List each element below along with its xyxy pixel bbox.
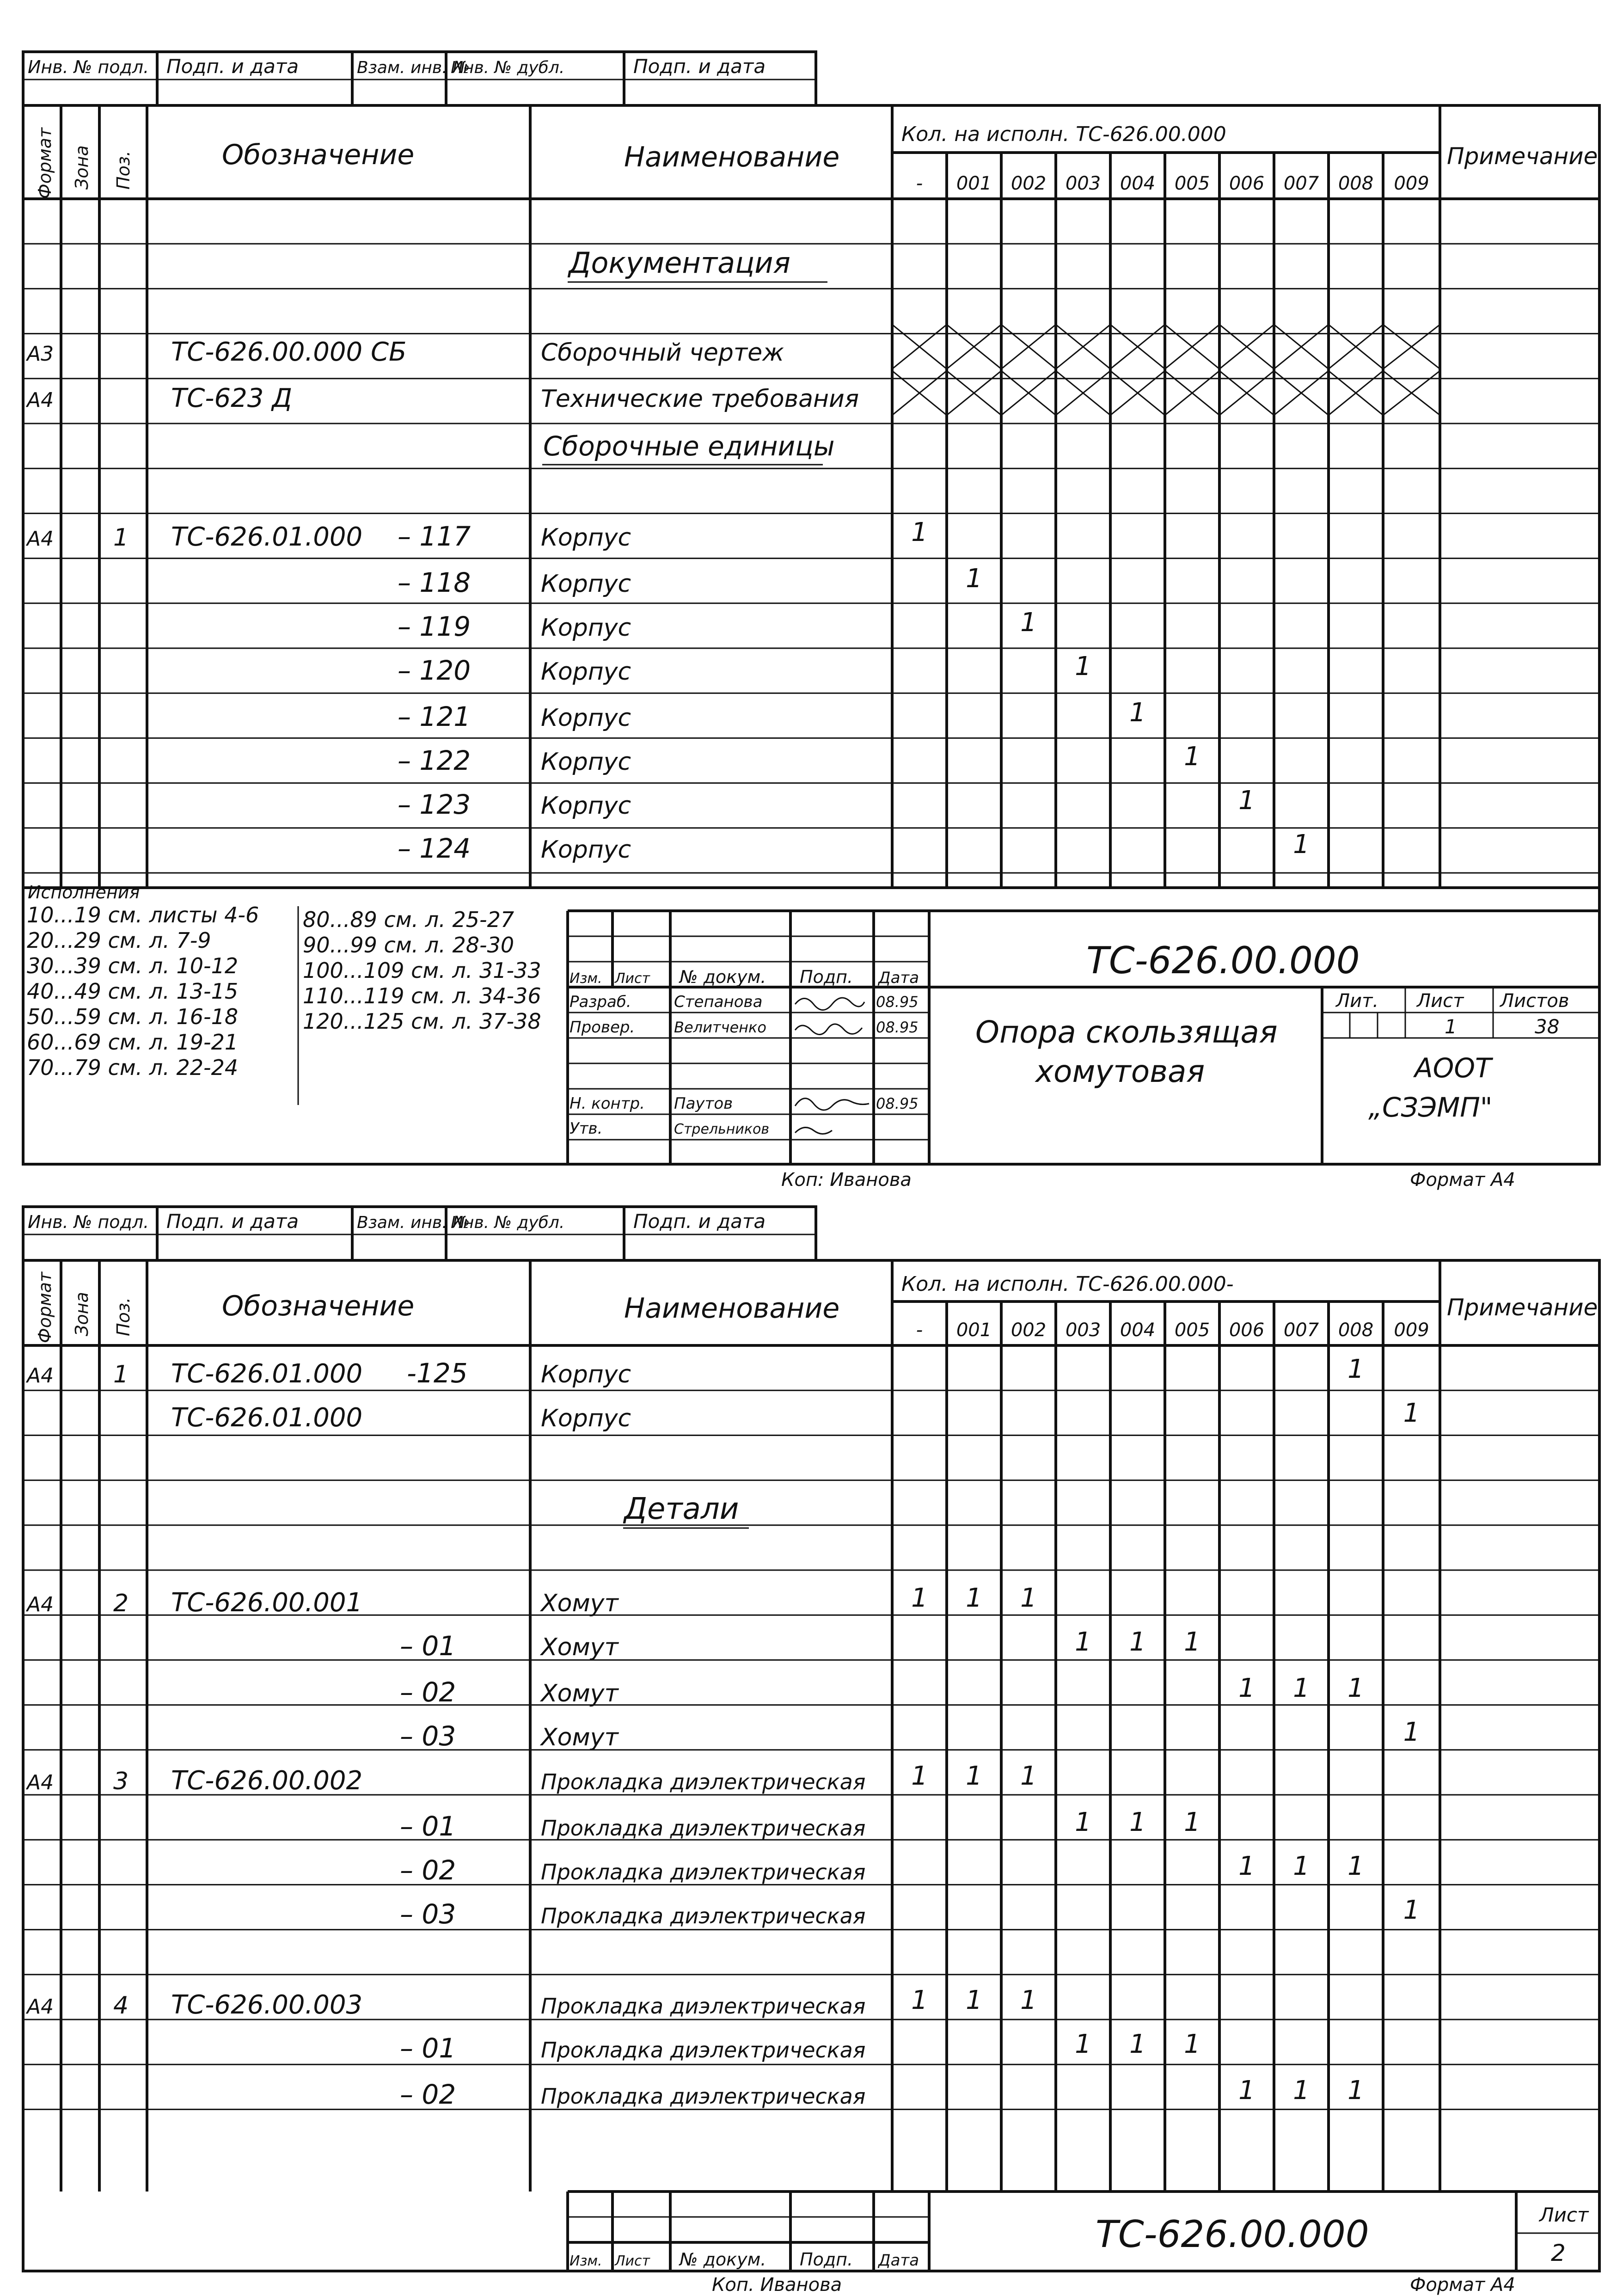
spec-row (400, 1717, 1420, 1752)
execution-range: 20...29 см. л. 7-9 (27, 928, 211, 953)
stamp-strip-2 (23, 1207, 816, 1260)
row-name: Корпус (541, 748, 631, 776)
row-execution-suffix: – 02 (400, 1676, 456, 1708)
tb-sheets-value: 38 (1535, 1015, 1560, 1038)
execution-range: 40...49 см. л. 13-15 (27, 979, 239, 1004)
row-name: Хомут (541, 1633, 619, 1661)
col-qty-title-2: Кол. на исполн. ТС-626.00.000- (901, 1272, 1234, 1296)
tb-sheets-label: Листов (1500, 990, 1569, 1012)
col-designation-header: Обозначение (222, 139, 415, 171)
row-designation: ТС-623 Д (171, 383, 292, 413)
row-name: Хомут (541, 1724, 619, 1751)
row-name: Сборочный чертеж (541, 339, 784, 367)
product-name-line-2: хомутовая (1035, 1054, 1205, 1089)
executions-right (303, 907, 541, 1034)
qty-value: 1 (1293, 1673, 1310, 1703)
stamp-vzam-inv: Взам. инв. № (357, 58, 470, 77)
spec-header-2 (23, 1260, 1599, 1345)
spec-row (398, 608, 1037, 642)
tb-prover-name: Велитченко (674, 1019, 766, 1036)
tb-ndokum-label-2: № докум. (680, 2249, 766, 2270)
tb-list-label-2: Лист (615, 2253, 650, 2269)
qty-value: 1 (1403, 1717, 1420, 1747)
variant-header: 002 (1011, 173, 1047, 194)
row-designation: ТС-626.00.002 (171, 1766, 363, 1796)
row-execution-suffix: -125 (407, 1357, 468, 1389)
signature-razrab (795, 998, 864, 1010)
document-number: ТС-626.00.000 (1086, 939, 1360, 982)
stamp-podp-data-2: Подп. и дата (633, 55, 766, 78)
row-name: Прокладка диэлектрическая (541, 1860, 866, 1885)
spec-row (398, 742, 1200, 776)
qty-value: 1 (1075, 1807, 1091, 1837)
row-designation: ТС-626.01.000 (171, 522, 363, 552)
qty-value: 1 (1347, 2075, 1364, 2106)
qty-value: 1 (966, 1583, 982, 1613)
spec-row (398, 829, 1310, 864)
stamp-inv-podl-2: Инв. № подл. (28, 1212, 149, 1232)
tb-list-label: Лист (615, 970, 650, 987)
row-name: Корпус (541, 658, 631, 686)
row-execution-suffix: – 119 (398, 611, 471, 642)
col-note-header: Примечание (1447, 143, 1598, 170)
execution-range: 60...69 см. л. 19-21 (27, 1030, 239, 1055)
row-execution-suffix: – 122 (398, 745, 471, 776)
qty-value: 1 (1238, 1851, 1255, 1881)
row-format: А4 (27, 388, 54, 412)
row-name: Хомут (541, 1590, 619, 1617)
execution-range: 50...59 см. л. 16-18 (27, 1004, 239, 1029)
qty-value: 1 (1293, 1851, 1310, 1881)
qty-value: 1 (911, 1761, 928, 1791)
spec-rows-2 (25, 1354, 1420, 2110)
tb-prover-date: 08.95 (876, 1019, 919, 1036)
variant-header: 005 (1174, 1320, 1210, 1341)
section-details: Детали (624, 1492, 739, 1526)
qty-value: 1 (1129, 2029, 1146, 2059)
document-number-2: ТС-626.00.000 (1096, 2213, 1369, 2256)
col-zone-header-2: Зона (72, 1292, 92, 1336)
qty-value: 1 (966, 564, 982, 594)
execution-range: 100...109 см. л. 31-33 (303, 958, 541, 983)
tb-prover-label: Провер. (570, 1018, 635, 1037)
row-name: Прокладка диэлектрическая (541, 2084, 866, 2109)
variant-header: 004 (1120, 173, 1156, 194)
qty-value: 1 (1238, 1673, 1255, 1703)
tb-razrab-name: Степанова (674, 993, 763, 1011)
qty-value: 1 (1403, 1398, 1420, 1428)
row-position: 1 (113, 524, 129, 552)
row-name: Корпус (541, 704, 631, 732)
executions-title: Исполнения (28, 882, 140, 902)
row-position: 1 (113, 1361, 129, 1388)
variant-header: 008 (1338, 173, 1374, 194)
col-zone-header: Зона (72, 145, 92, 190)
variant-header: 001 (956, 173, 992, 194)
variant-header: 002 (1011, 1320, 1047, 1341)
spec-row (25, 1354, 1364, 1389)
tb-razrab-date: 08.95 (876, 993, 919, 1011)
stamp-inv-dubl: Инв. № дубл. (451, 58, 565, 77)
variant-header: 009 (1394, 173, 1429, 194)
row-format: А4 (27, 1995, 54, 2019)
stamp-strip (23, 52, 816, 105)
row-designation: ТС-626.00.001 (171, 1588, 363, 1618)
tb-podp-label-2: Подп. (800, 2249, 853, 2270)
qty-value: 1 (1347, 1354, 1364, 1384)
qty-value: 1 (1129, 1627, 1146, 1657)
execution-range: 10...19 см. листы 4-6 (27, 902, 259, 927)
row-execution-suffix: – 03 (400, 1898, 456, 1930)
row-name: Корпус (541, 836, 631, 864)
signature-nkontr (795, 1099, 869, 1110)
stamp-vzam-inv-2: Взам. инв. № (357, 1213, 470, 1232)
col-format-header-2: Формат (35, 1271, 55, 1343)
stamp-inv-podl: Инв. № подл. (28, 57, 149, 77)
tb-data-label-2: Дата (878, 2251, 919, 2270)
variant-header: 008 (1338, 1320, 1374, 1341)
variant-header: 001 (956, 1320, 992, 1341)
row-name: Корпус (541, 1361, 631, 1388)
execution-range: 110...119 см. л. 34-36 (303, 983, 541, 1008)
qty-value: 1 (1184, 2029, 1200, 2059)
stamp-podp-data: Подп. и дата (166, 55, 299, 78)
row-format: А4 (27, 1364, 54, 1387)
row-name: Корпус (541, 614, 631, 642)
qty-value: 1 (911, 1583, 928, 1613)
row-position: 3 (113, 1768, 129, 1795)
title-block-1 (568, 911, 1599, 1191)
row-execution-suffix: – 123 (398, 789, 471, 820)
tb-sheet-value-2: 2 (1551, 2240, 1566, 2266)
col-name-header: Наименование (624, 141, 840, 173)
row-execution-suffix: – 121 (398, 701, 471, 732)
col-pos-header: Поз. (113, 150, 134, 190)
spec-row (400, 2029, 1200, 2064)
row-name: Корпус (541, 1405, 631, 1432)
row-execution-suffix: – 03 (400, 1720, 456, 1752)
row-designation: ТС-626.00.003 (171, 1990, 363, 2020)
tb-utv-name: Стрельников (674, 1121, 770, 1137)
variant-header: 003 (1065, 173, 1101, 194)
tb-nkontr-name: Паутов (674, 1094, 733, 1113)
row-name: Корпус (541, 570, 631, 598)
qty-value: 1 (1184, 1807, 1200, 1837)
variant-headers (916, 153, 1429, 199)
variant-header: 005 (1174, 173, 1210, 194)
format-label-2: Формат А4 (1410, 2274, 1515, 2296)
row-execution-suffix: – 118 (398, 567, 471, 598)
tb-ndokum-label: № докум. (680, 967, 766, 987)
row-format: А4 (27, 1593, 54, 1616)
section-assemblies: Сборочные единицы (543, 430, 835, 462)
qty-value: 1 (1129, 1807, 1146, 1837)
variant-header: 007 (1283, 173, 1319, 194)
signature-utv (795, 1128, 832, 1134)
row-name: Прокладка диэлектрическая (541, 1816, 866, 1841)
title-block-2 (568, 2192, 1599, 2296)
qty-value: 1 (911, 1985, 928, 2015)
spec-row (25, 517, 928, 552)
row-execution-suffix: – 01 (400, 1630, 456, 1662)
col-qty-title: Кол. на исполн. ТС-626.00.000 (901, 123, 1226, 146)
row-execution-suffix: – 120 (398, 655, 471, 686)
qty-value: 1 (1075, 2029, 1091, 2059)
qty-value: 1 (1347, 1673, 1364, 1703)
variant-header: 006 (1229, 1320, 1265, 1341)
col-note-header-2: Примечание (1447, 1294, 1598, 1321)
qty-value: 1 (966, 1985, 982, 2015)
copied-by: Коп: Иванова (781, 1169, 912, 1191)
row-execution-suffix: – 02 (400, 2079, 456, 2110)
col-designation-header-2: Обозначение (222, 1290, 415, 1322)
copied-by-2: Коп. Иванова (712, 2274, 842, 2296)
spec-row (398, 651, 1091, 686)
qty-value: 1 (1184, 742, 1200, 772)
signature-prover (795, 1024, 862, 1035)
row-execution-suffix: – 124 (398, 833, 471, 864)
section-documentation: Документация (569, 246, 790, 280)
qty-value: 1 (1129, 698, 1146, 728)
row-name: Корпус (541, 524, 631, 552)
qty-value: 1 (1238, 2075, 1255, 2106)
row-execution-suffix: – 02 (400, 1854, 456, 1886)
col-name-header-2: Наименование (624, 1292, 840, 1325)
qty-value: 1 (1184, 1627, 1200, 1657)
spec-row (25, 325, 1440, 369)
spec-row (171, 1398, 1420, 1433)
tb-razrab-label: Разраб. (570, 993, 631, 1011)
format-label: Формат А4 (1410, 1169, 1515, 1191)
tb-sheet-label-2: Лист (1539, 2204, 1589, 2226)
variant-headers-2 (916, 1301, 1429, 1345)
spec-row (398, 564, 982, 598)
row-execution-suffix: – 01 (400, 1811, 456, 1842)
qty-value: 1 (1075, 651, 1091, 681)
row-format: А4 (27, 527, 54, 551)
row-format: А3 (27, 342, 54, 366)
qty-value: 1 (1403, 1895, 1420, 1925)
variant-header: 007 (1283, 1320, 1319, 1341)
row-position: 2 (113, 1590, 129, 1617)
qty-value: 1 (1293, 2075, 1310, 2106)
qty-value: 1 (1020, 1583, 1037, 1613)
row-execution-suffix: – 01 (400, 2032, 456, 2064)
spec-row (400, 1807, 1200, 1842)
row-name: Прокладка диэлектрическая (541, 2038, 866, 2063)
tb-podp-label: Подп. (800, 967, 853, 987)
row-execution-suffix: – 117 (398, 521, 471, 552)
execution-range: 80...89 см. л. 25-27 (303, 907, 514, 932)
tb-nkontr-label: Н. контр. (570, 1094, 645, 1113)
organization-line-1: АООТ (1415, 1052, 1492, 1084)
variant-header: - (916, 1320, 923, 1341)
tb-sheet-label: Лист (1417, 990, 1464, 1012)
qty-value: 1 (1075, 1627, 1091, 1657)
qty-value: 1 (1347, 1851, 1364, 1881)
row-name: Прокладка диэлектрическая (541, 1769, 866, 1794)
spec-row (400, 1895, 1420, 1930)
sheet-1 (23, 52, 1599, 1191)
spec-row (398, 698, 1146, 732)
qty-value: 1 (1293, 829, 1310, 859)
organization-line-2: „СЗЭМП" (1368, 1092, 1493, 1123)
spec-header (23, 105, 1599, 199)
qty-value: 1 (1020, 608, 1037, 638)
tb-utv-label: Утв. (570, 1119, 603, 1138)
spec-row (400, 1627, 1200, 1662)
execution-range: 90...99 см. л. 28-30 (303, 933, 514, 958)
variant-header: 006 (1229, 173, 1265, 194)
spec-row (25, 371, 1440, 415)
variant-header: - (916, 173, 923, 194)
row-name: Технические требования (541, 385, 859, 413)
product-name-line-1: Опора скользящая (975, 1014, 1278, 1050)
row-format: А4 (27, 1771, 54, 1794)
execution-range: 120...125 см. л. 37-38 (303, 1009, 541, 1034)
stamp-inv-dubl-2: Инв. № дубл. (451, 1213, 565, 1232)
tb-sheet-value: 1 (1445, 1015, 1457, 1038)
stamp-podp-data-3: Подп. и дата (166, 1210, 299, 1233)
qty-value: 1 (1020, 1985, 1037, 2015)
row-position: 4 (113, 1992, 129, 2020)
qty-value: 1 (1020, 1761, 1037, 1791)
variant-header: 003 (1065, 1320, 1101, 1341)
tb-izm-label: Изм. (570, 970, 602, 987)
col-format-header: Формат (35, 127, 55, 199)
qty-value: 1 (1238, 786, 1255, 816)
row-name: Корпус (541, 792, 631, 820)
execution-range: 30...39 см. л. 10-12 (27, 953, 239, 978)
variant-header: 004 (1120, 1320, 1156, 1341)
col-pos-header-2: Поз. (113, 1297, 134, 1336)
tb-izm-label-2: Изм. (570, 2253, 602, 2269)
qty-value: 1 (966, 1761, 982, 1791)
row-designation: ТС-626.01.000 (171, 1359, 363, 1389)
row-designation: ТС-626.00.000 СБ (171, 337, 407, 367)
row-name: Хомут (541, 1680, 619, 1707)
sheet-2 (23, 1207, 1599, 2296)
row-name: Прокладка диэлектрическая (541, 1994, 866, 2019)
tb-lit-label: Лит. (1336, 990, 1379, 1012)
row-designation: ТС-626.01.000 (171, 1403, 363, 1433)
tb-data-label: Дата (878, 969, 919, 987)
qty-value: 1 (911, 517, 928, 547)
spec-row (398, 786, 1255, 820)
execution-range: 70...79 см. л. 22-24 (27, 1055, 239, 1080)
row-name: Прокладка диэлектрическая (541, 1903, 866, 1928)
tb-nkontr-date: 08.95 (876, 1095, 919, 1112)
stamp-podp-data-4: Подп. и дата (633, 1210, 766, 1233)
executions-left (27, 902, 259, 1080)
variant-header: 009 (1394, 1320, 1429, 1341)
